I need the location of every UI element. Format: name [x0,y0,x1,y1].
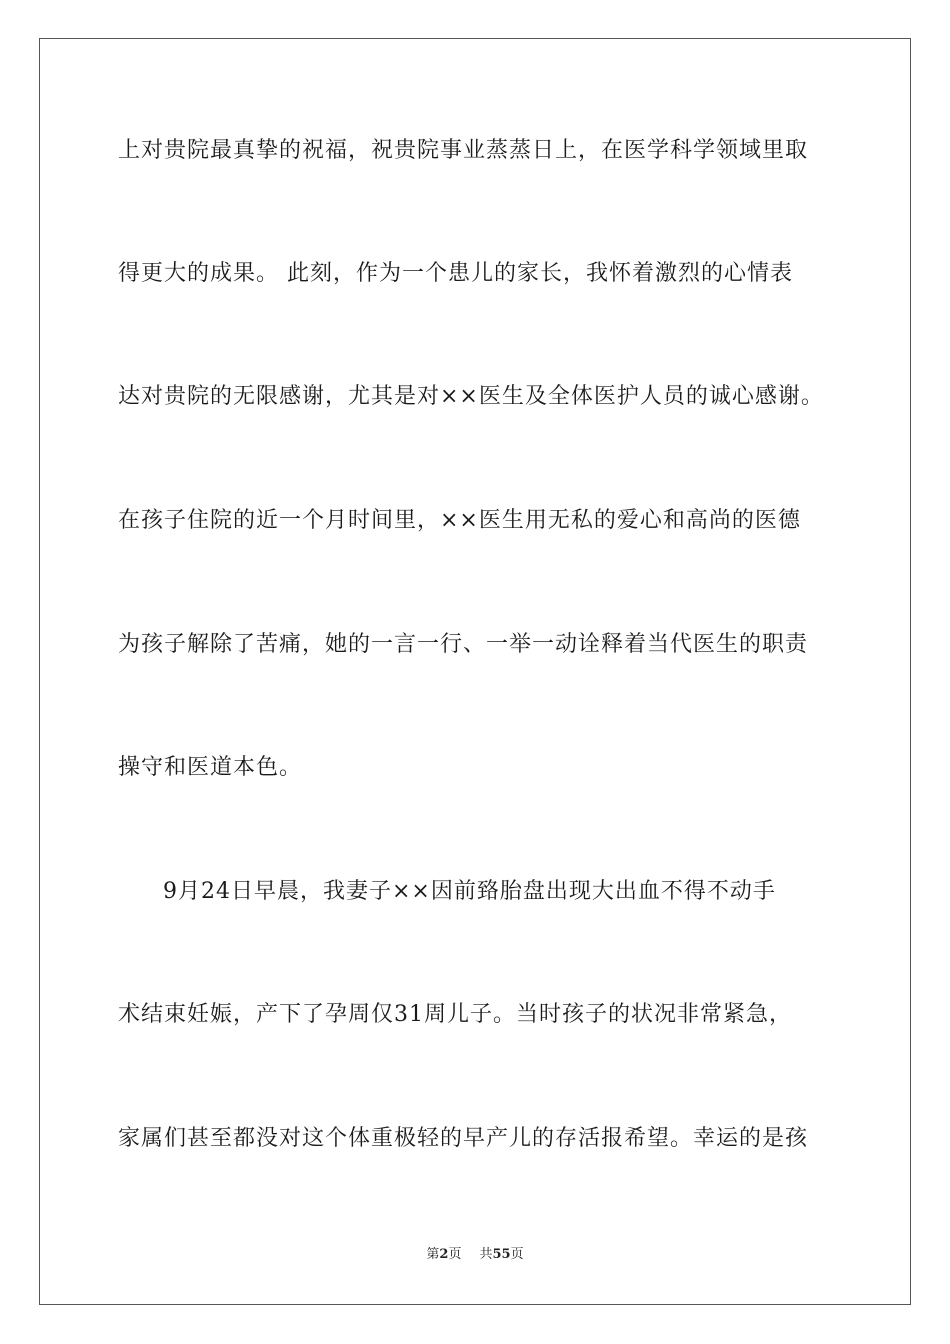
body-text-line: 家属们甚至都没对这个体重极轻的早产儿的存活报希望。幸运的是孩 [118,1126,809,1151]
footer-page-suffix: 页 [448,1247,462,1262]
footer-total-prefix: 共 [479,1247,493,1262]
body-text-line: 得更大的成果。 此刻，作为一个患儿的家长，我怀着激烈的心情表 [118,261,793,286]
page-footer [0,1246,950,1264]
body-text-line: 在孩子住院的近一个月时间里，××医生用无私的爱心和高尚的医德 [118,508,801,533]
body-text-line: 术结束妊娠，产下了孕周仅31周儿子。当时孩子的状况非常紧急， [118,1002,792,1027]
footer-total-pages: 55 [492,1247,511,1262]
body-text-line: 操守和医道本色。 [118,755,303,780]
body-text-line: 为孩子解除了苦痛，她的一言一行、一举一动诠释着当代医生的职责 [118,632,809,657]
body-text-line-indented: 9月24日早晨，我妻子××因前臵胎盘出现大出血不得不动手 [163,879,776,904]
footer-page-prefix: 第 [426,1247,440,1262]
body-text-line: 上对贵院最真挚的祝福，祝贵院事业蒸蒸日上，在医学科学领域里取 [118,138,809,163]
page-border [39,38,911,1305]
footer-total-suffix: 页 [510,1247,524,1262]
footer-page-number: 2 [439,1247,449,1262]
body-text-line: 达对贵院的无限感谢，尤其是对××医生及全体医护人员的诚心感谢。 [118,384,824,409]
